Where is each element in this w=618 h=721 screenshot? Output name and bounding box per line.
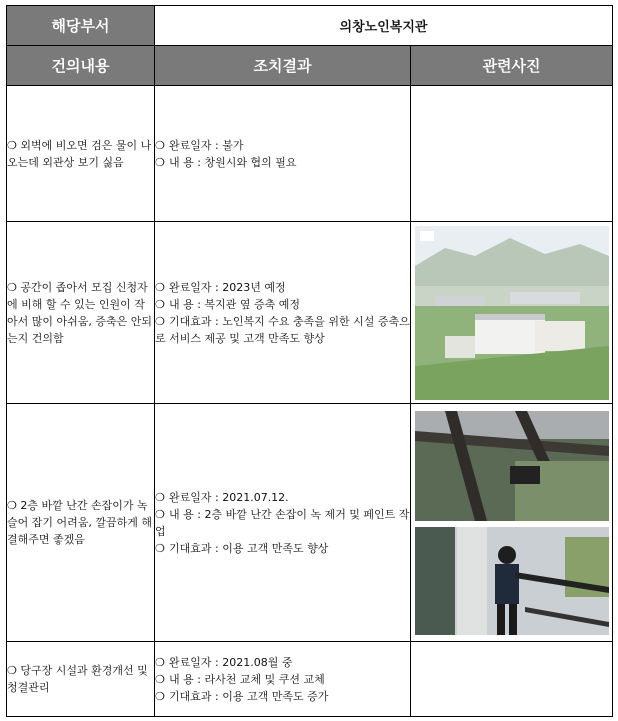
suggestion-cell: [7, 404, 155, 642]
result-item: [155, 671, 410, 688]
result-item-text: 완료일자 : 불가: [169, 138, 244, 152]
photo-cell: [411, 222, 613, 404]
result-item: [155, 489, 410, 506]
bullet-icon: ❍: [155, 541, 165, 555]
result-item-text: 내 용 : 창원시와 협의 필요: [169, 155, 297, 169]
result-item: [155, 296, 410, 313]
result-item: [155, 154, 410, 171]
photo-cell-empty: [411, 642, 613, 717]
table-row: [7, 404, 613, 642]
bullet-icon: ❍: [155, 507, 165, 521]
result-cell: [155, 642, 411, 717]
result-cell: [155, 86, 411, 222]
suggestion-cell: [7, 642, 155, 717]
bullet-icon: ❍: [155, 155, 165, 169]
suggestion-cell: [7, 86, 155, 222]
result-item: [155, 137, 410, 154]
table-row: [7, 642, 613, 717]
result-item-text: 내 용 : 복지관 옆 증축 예정: [169, 297, 300, 311]
bullet-icon: ❍: [155, 314, 165, 328]
result-item: [155, 279, 410, 296]
result-item-text: 완료일자 : 2021.07.12.: [169, 490, 289, 504]
table-row: [7, 86, 613, 222]
suggestion-text: ❍ 외벽에 비오면 검은 물이 나오는데 외관상 보기 싫음: [7, 138, 152, 169]
bullet-icon: ❍: [155, 490, 165, 504]
suggestion-report-table: [6, 5, 613, 717]
result-cell: [155, 222, 411, 404]
photo-cell: [411, 404, 613, 642]
dept-value-cell: 의창노인복지관: [155, 6, 613, 46]
result-item-text: 기대효과 : 이용 고객 만족도 향상: [169, 541, 329, 555]
bullet-icon: ❍: [155, 138, 165, 152]
col-header-result: 조치결과: [155, 46, 411, 86]
bullet-icon: ❍: [155, 689, 165, 703]
result-item: [155, 688, 410, 705]
suggestion-text: ❍ 공간이 좁아서 모집 신청자에 비해 할 수 있는 인원이 작아서 많이 아쉬움, 증축은 안되는지 건의함: [7, 280, 152, 345]
result-item: [155, 313, 410, 347]
table-row: [7, 222, 613, 404]
railing-before-photo: [415, 411, 609, 521]
result-item-text: 내 용 : 2층 바깥 난간 손잡이 녹 제거 및 페인트 작업: [155, 507, 410, 538]
result-item-text: 기대효과 : 노인복지 수요 충족을 위한 시설 증축으로 서비스 제공 및 고객 만족도 향상: [155, 314, 410, 345]
bullet-icon: ❍: [155, 672, 165, 686]
railing-after-photo: [415, 527, 609, 635]
suggestion-text: ❍ 당구장 시설과 환경개선 및 청결관리: [7, 664, 148, 694]
bullet-icon: ❍: [155, 280, 165, 294]
result-cell: [155, 404, 411, 642]
suggestion-text: ❍ 2층 바깥 난간 손잡이가 녹슬어 잡기 어려움, 깔끔하게 해결해주면 좋겠음: [7, 499, 152, 546]
dept-label-cell: 해당부서: [7, 6, 155, 46]
result-item: [155, 506, 410, 540]
extension-rendering-image: [415, 226, 609, 400]
bullet-icon: ❍: [155, 655, 165, 669]
department-row: [7, 6, 613, 46]
result-item-text: 완료일자 : 2023년 예정: [169, 280, 286, 294]
result-item-text: 기대효과 : 이용 고객 만족도 증가: [169, 689, 329, 703]
col-header-suggestion: 건의내용: [7, 46, 155, 86]
photo-cell-empty: [411, 86, 613, 222]
result-item: [155, 540, 410, 557]
column-header-row: [7, 46, 613, 86]
suggestion-cell: [7, 222, 155, 404]
result-item-text: 완료일자 : 2021.08월 중: [169, 655, 293, 669]
result-item: [155, 654, 410, 671]
bullet-icon: ❍: [155, 297, 165, 311]
result-item-text: 내 용 : 라사천 교체 및 쿠션 교체: [169, 672, 325, 686]
col-header-photo: 관련사진: [411, 46, 613, 86]
